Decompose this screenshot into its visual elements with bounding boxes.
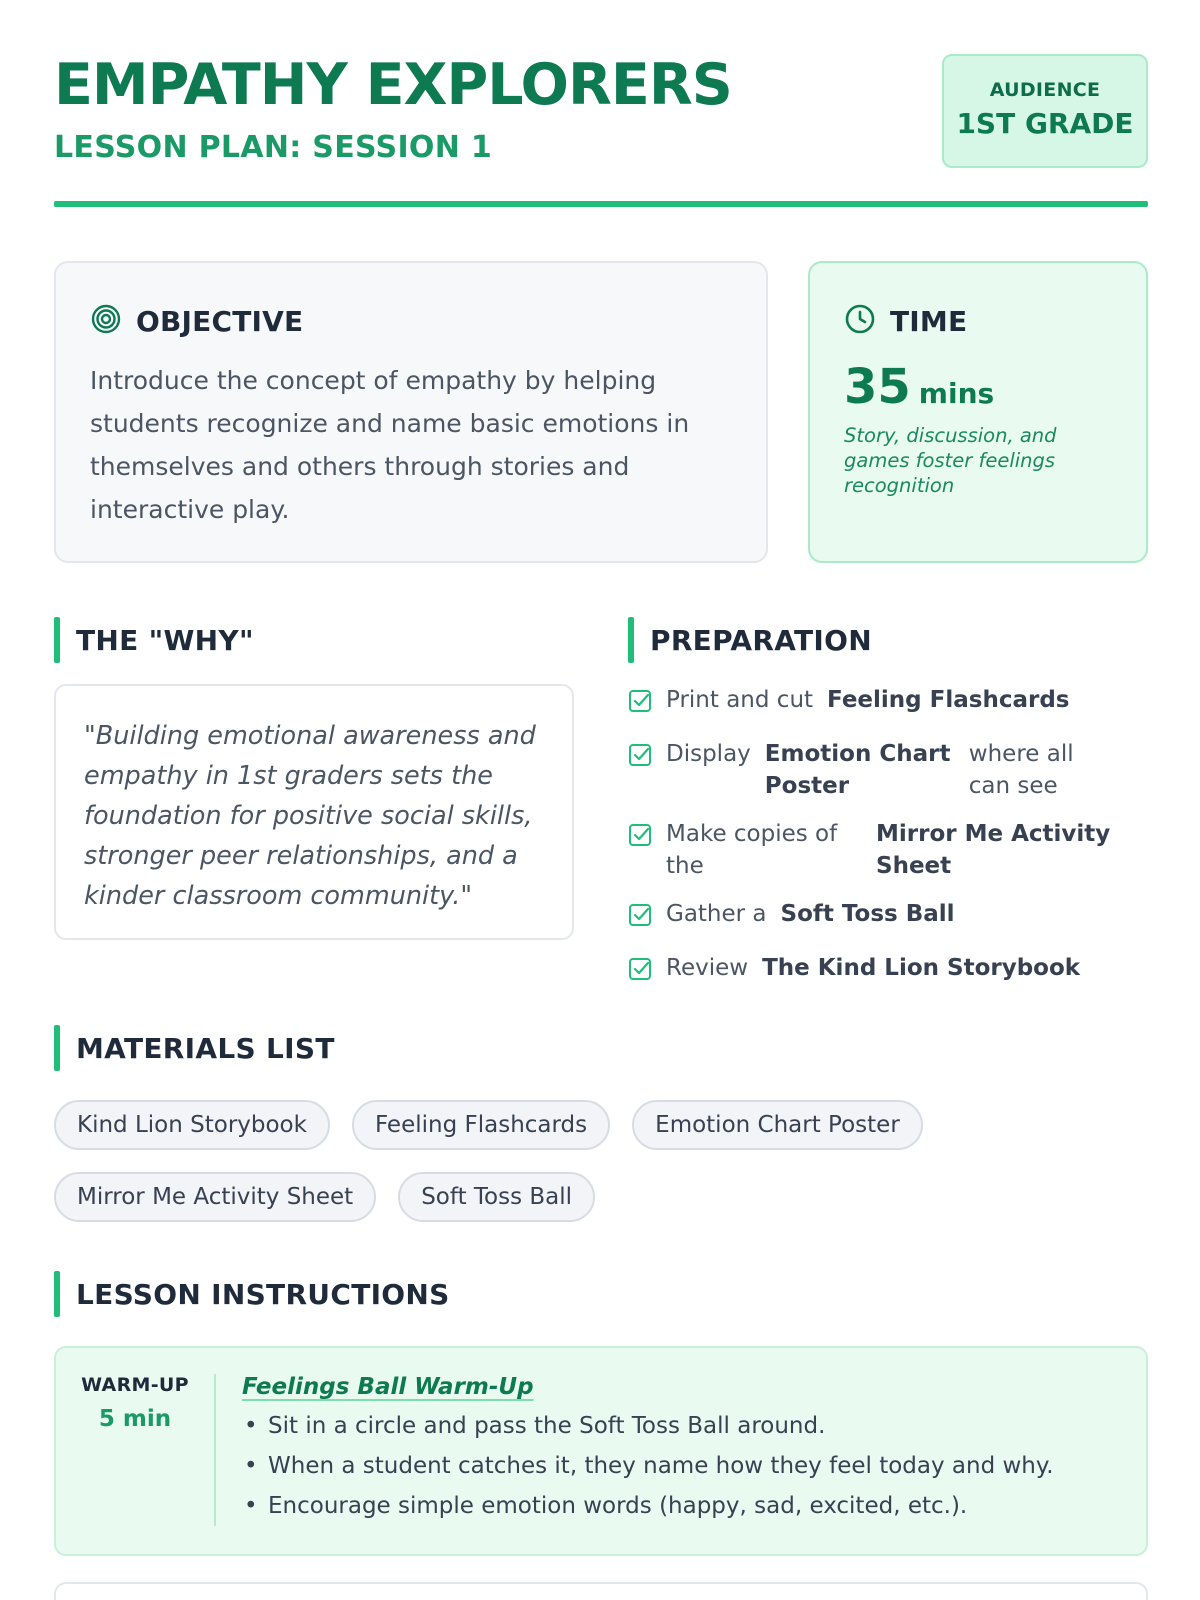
section-accent-bar [54,1025,60,1071]
instruction-step-card [54,1346,1148,1556]
audience-badge [942,54,1148,168]
preparation-list [628,684,1148,1006]
checkbox-icon [628,689,652,722]
preparation-item [628,684,1148,722]
preparation-item-text: Gather a [666,901,767,927]
step-divider [214,1374,216,1526]
time-label: TIME [890,304,968,338]
preparation-item-text: Review [666,955,749,981]
time-value [844,359,994,415]
material-chip: Kind Lion Storybook [54,1100,330,1150]
step-duration: 5 min [98,1406,172,1432]
preparation-item [628,738,1148,802]
preparation-item-material: The Kind Lion Storybook [762,955,1081,981]
step-title: Feelings Ball Warm-Up [242,1374,534,1400]
instructions-heading: LESSON INSTRUCTIONS [76,1277,450,1311]
preparation-item-material: Feeling Flashcards [827,687,1070,713]
why-quote-card [54,684,574,940]
material-chip: Soft Toss Ball [398,1172,595,1222]
material-chip: Mirror Me Activity Sheet [54,1172,376,1222]
time-note: Story, discussion, and games foster feelings recognition [844,424,1057,497]
instructions-section-title [54,1270,450,1318]
preparation-item [628,898,1148,936]
materials-heading: MATERIALS LIST [76,1031,335,1065]
instruction-step-card-next [54,1582,1148,1600]
time-card [808,261,1148,563]
objective-card [54,261,768,563]
why-heading: THE "WHY" [76,623,254,657]
page-subtitle: LESSON PLAN: SESSION 1 [54,130,493,165]
section-accent-bar [628,617,634,663]
page-title: EMPATHY EXPLORERS [54,52,732,118]
preparation-item [628,952,1148,990]
preparation-item [628,818,1148,882]
step-body [242,1374,1122,1526]
target-icon [90,303,122,339]
step-bullet: • Sit in a circle and pass the Soft Toss Ball around. [242,1406,1122,1446]
step-bullet: • When a student catches it, they name how they feel today and why. [242,1446,1122,1486]
checkbox-icon [628,957,652,990]
preparation-item-material: Soft Toss Ball [780,901,955,927]
page-header [54,50,1148,210]
time-unit: mins [918,377,995,410]
preparation-item-material: Emotion Chart Poster [764,741,951,799]
step-bullet-list [242,1406,1122,1526]
step-phase: WARM-UP [81,1374,189,1396]
preparation-heading: PREPARATION [650,623,872,657]
objective-label: OBJECTIVE [136,304,304,338]
materials-chip-list [54,1100,1148,1222]
preparation-section-title [628,616,872,664]
step-meta [56,1374,214,1432]
preparation-item-text: Make copies of the [666,821,838,879]
section-accent-bar [54,617,60,663]
objective-text: Introduce the concept of empathy by helping students recognize and name basic emotions in themselves and others through stories and interactive play. [90,366,690,524]
materials-section-title [54,1024,335,1072]
step-bullet: • Encourage simple emotion words (happy, sad, excited, etc.). [242,1486,1122,1526]
material-chip: Feeling Flashcards [352,1100,610,1150]
checkbox-icon [628,743,652,776]
objective-heading [90,303,303,339]
time-heading [844,303,967,339]
section-accent-bar [54,1271,60,1317]
preparation-item-text: Display [666,741,751,767]
preparation-item-material: Mirror Me Activity Sheet [876,821,1111,879]
audience-label: AUDIENCE [989,79,1101,101]
why-quote: "Building emotional awareness and empathy in 1st graders sets the foundation for positive social skills, stronger peer relationships, and a kinder classroom community." [84,721,536,911]
preparation-item-text: Print and cut [666,687,814,713]
time-number: 35 [844,359,911,415]
material-chip: Emotion Chart Poster [632,1100,923,1150]
preparation-item-note: where all can see [968,741,1074,799]
checkbox-icon [628,823,652,856]
checkbox-icon [628,903,652,936]
why-section-title [54,616,254,664]
header-divider [54,201,1148,207]
audience-value: 1ST GRADE [956,107,1134,140]
clock-icon [844,303,876,339]
